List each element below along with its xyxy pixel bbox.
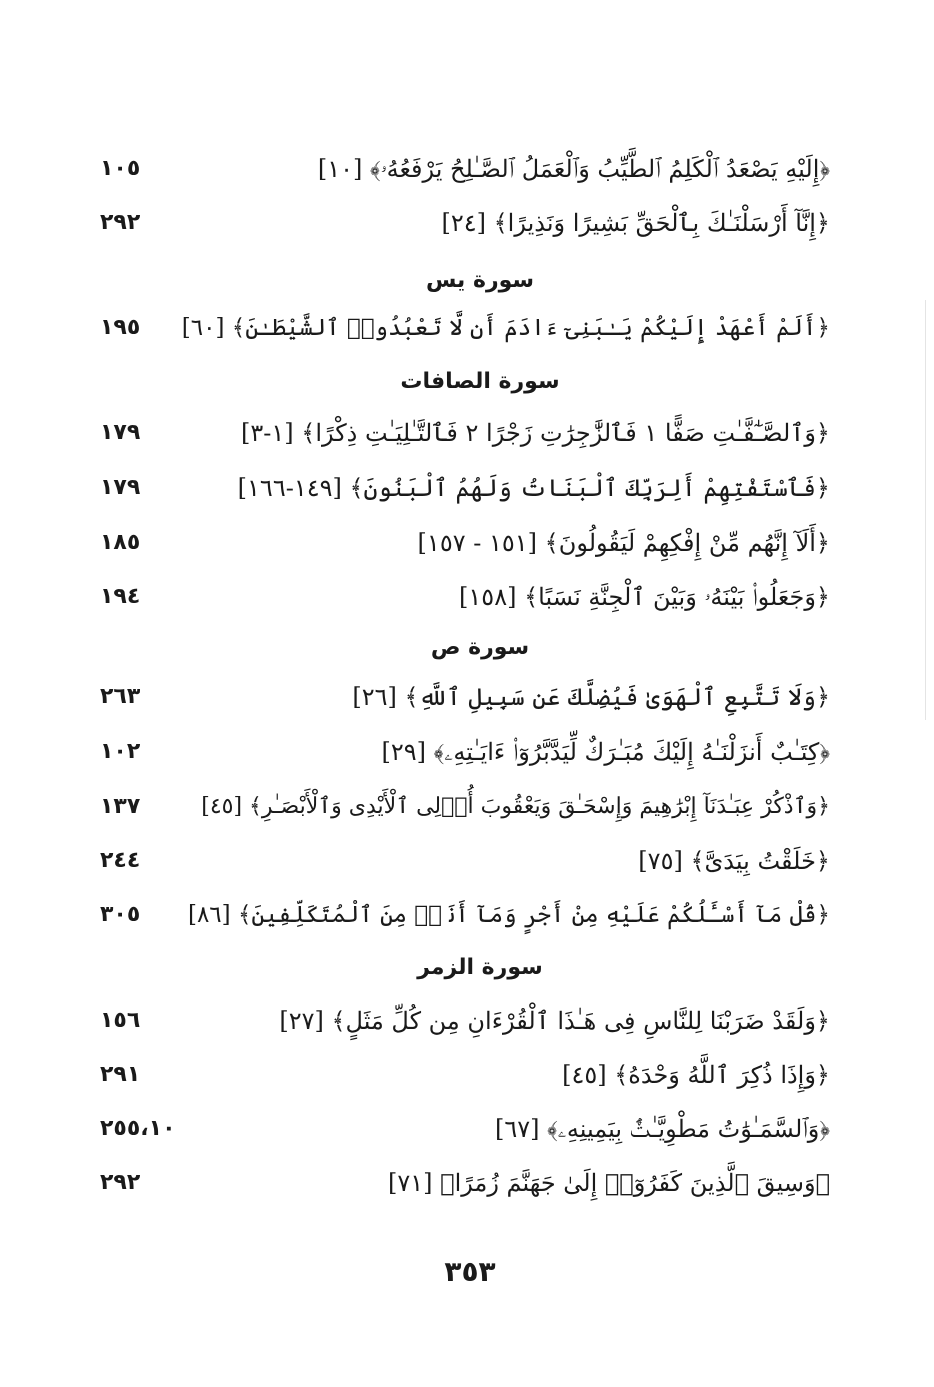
index-entry xyxy=(100,198,830,248)
page-reference: ٢٦٣ xyxy=(100,684,141,709)
index-entry xyxy=(100,782,830,832)
verse-text: ﴿وَإِذَا ذُكِرَ ٱللَّهُ وَحْدَهُ﴾ [٤٥] xyxy=(562,1061,830,1089)
index-entry xyxy=(100,836,830,886)
index-entry xyxy=(100,463,830,513)
index-entry xyxy=(100,572,830,622)
page-reference: ١٠٢ xyxy=(100,739,141,764)
index-entry xyxy=(100,996,830,1046)
index-entry xyxy=(100,144,830,194)
page-reference: ٢٩٢ xyxy=(100,210,141,235)
verse-text: ﴿وَٱلسَّمَـٰوَٰتُ مَطْوِيَّـٰتٌۢ بِيَمِينِهِۦ﴾ [٦٧] xyxy=(495,1115,830,1143)
surah-heading: سورة الصافات xyxy=(400,369,560,394)
page-edge-line xyxy=(925,300,926,720)
index-entry xyxy=(100,1104,830,1154)
folio-page-number: ٣٥٣ xyxy=(444,1255,496,1288)
page-reference: ١٥٦ xyxy=(100,1008,141,1033)
page-reference: ١٧٩ xyxy=(100,475,141,500)
index-entry xyxy=(100,727,830,777)
page-reference: ١٨٥ xyxy=(100,530,141,555)
verse-text: ﴿وَلَا تَتَّبِعِ ٱلْهَوَىٰ فَيُضِلَّكَ عَن سَبِيلِ ٱللَّهِ﴾ [٢٦] xyxy=(352,683,830,711)
index-entry xyxy=(100,303,830,353)
page-reference: ٢٤٤ xyxy=(100,848,141,873)
index-entry xyxy=(100,672,830,722)
verse-text: ﴿وَسِيقَ ٱلَّذِينَ كَفَرُوٓا۟ إِلَىٰ جَهَنَّمَ زُمَرًا﴾ [٧١] xyxy=(388,1169,830,1197)
index-entry xyxy=(100,518,830,568)
page-reference: ١٩٤ xyxy=(100,584,141,609)
verse-text: ﴿أَلَمْ أَعْهَدْ إِلَيْكُمْ يَـٰبَنِىٓ ءَادَمَ أَن لَّا تَعْبُدُوا۟ ٱلشَّيْطَـٰنَ﴾ [٦٠] xyxy=(181,315,830,341)
page-reference: ١٠٥ xyxy=(100,156,141,181)
verse-text: ﴿وَجَعَلُوا۟ بَيْنَهُۥ وَبَيْنَ ٱلْجِنَّةِ نَسَبًا﴾ [١٥٨] xyxy=(459,583,830,611)
verse-text: ﴿وَٱذْكُرْ عِبَـٰدَنَآ إِبْرَٰهِيمَ وَإِسْحَـٰقَ وَيَعْقُوبَ أُو۟لِى ٱلْأَيْدِى وَٱلْأَبْصَـٰرِ﴾ [٤٥] xyxy=(201,794,830,819)
index-entry xyxy=(100,1158,830,1208)
verse-text: ﴿إِلَيْهِ يَصْعَدُ ٱلْكَلِمُ ٱلطَّيِّبُ وَٱلْعَمَلُ ٱلصَّـٰلِحُ يَرْفَعُهُۥ﴾ [١٠] xyxy=(317,155,830,183)
verse-text: ﴿كِتَـٰبٌ أَنزَلْنَـٰهُ إِلَيْكَ مُبَـٰرَكٌ لِّيَدَّبَّرُوٓا۟ ءَايَـٰتِهِۦ﴾ [٢٩] xyxy=(381,738,830,766)
page-reference: ٢٩١ xyxy=(100,1062,141,1087)
verse-text: ﴿فَٱسْتَفْتِهِمْ أَلِرَبِّكَ ٱلْبَنَاتُ وَلَهُمُ ٱلْبَنُونَ﴾ [١٤٩-١٦٦] xyxy=(237,474,830,502)
page-reference: ٣٠٥ xyxy=(100,902,141,927)
surah-heading: سورة يس xyxy=(425,268,535,293)
page-reference: ١٩٥ xyxy=(100,315,141,340)
verse-text: ﴿خَلَقْتُ بِيَدَىَّ﴾ [٧٥] xyxy=(638,847,830,875)
index-entry xyxy=(100,1050,830,1100)
verse-text: ﴿قُلْ مَآ أَسْـَٔلُكُمْ عَلَيْهِ مِنْ أَجْرٍ وَمَآ أَنَا۠ مِنَ ٱلْمُتَكَلِّفِينَ﴾ [٨٦] xyxy=(187,902,830,928)
page-reference: ١٣٧ xyxy=(100,794,141,819)
page-reference: ١٧٩ xyxy=(100,420,141,445)
verse-text: ﴿إِنَّآ أَرْسَلْنَـٰكَ بِٱلْحَقِّ بَشِيرًا وَنَذِيرًا﴾ [٢٤] xyxy=(441,209,830,237)
verse-text: ﴿وَٱلصَّـٰٓفَّـٰتِ صَفًّا ١ فَٱلزَّٰجِرَٰتِ زَجْرًا ٢ فَٱلتَّـٰلِيَـٰتِ ذِكْرًا﴾ [١-٣] xyxy=(241,419,830,447)
page-reference: ٢٥٥،١٠ xyxy=(100,1116,176,1141)
surah-heading: سورة ص xyxy=(430,635,530,660)
page-reference: ٢٩٢ xyxy=(100,1170,141,1195)
verse-text: ﴿وَلَقَدْ ضَرَبْنَا لِلنَّاسِ فِى هَـٰذَا ٱلْقُرْءَانِ مِن كُلِّ مَثَلٍ﴾ [٢٧] xyxy=(279,1007,830,1035)
index-entry xyxy=(100,890,830,940)
verse-text: ﴿أَلَآ إِنَّهُم مِّنْ إِفْكِهِمْ لَيَقُولُونَ﴾ [١٥١ - ١٥٧] xyxy=(417,529,830,557)
index-entry xyxy=(100,408,830,458)
surah-heading: سورة الزمر xyxy=(417,955,543,980)
